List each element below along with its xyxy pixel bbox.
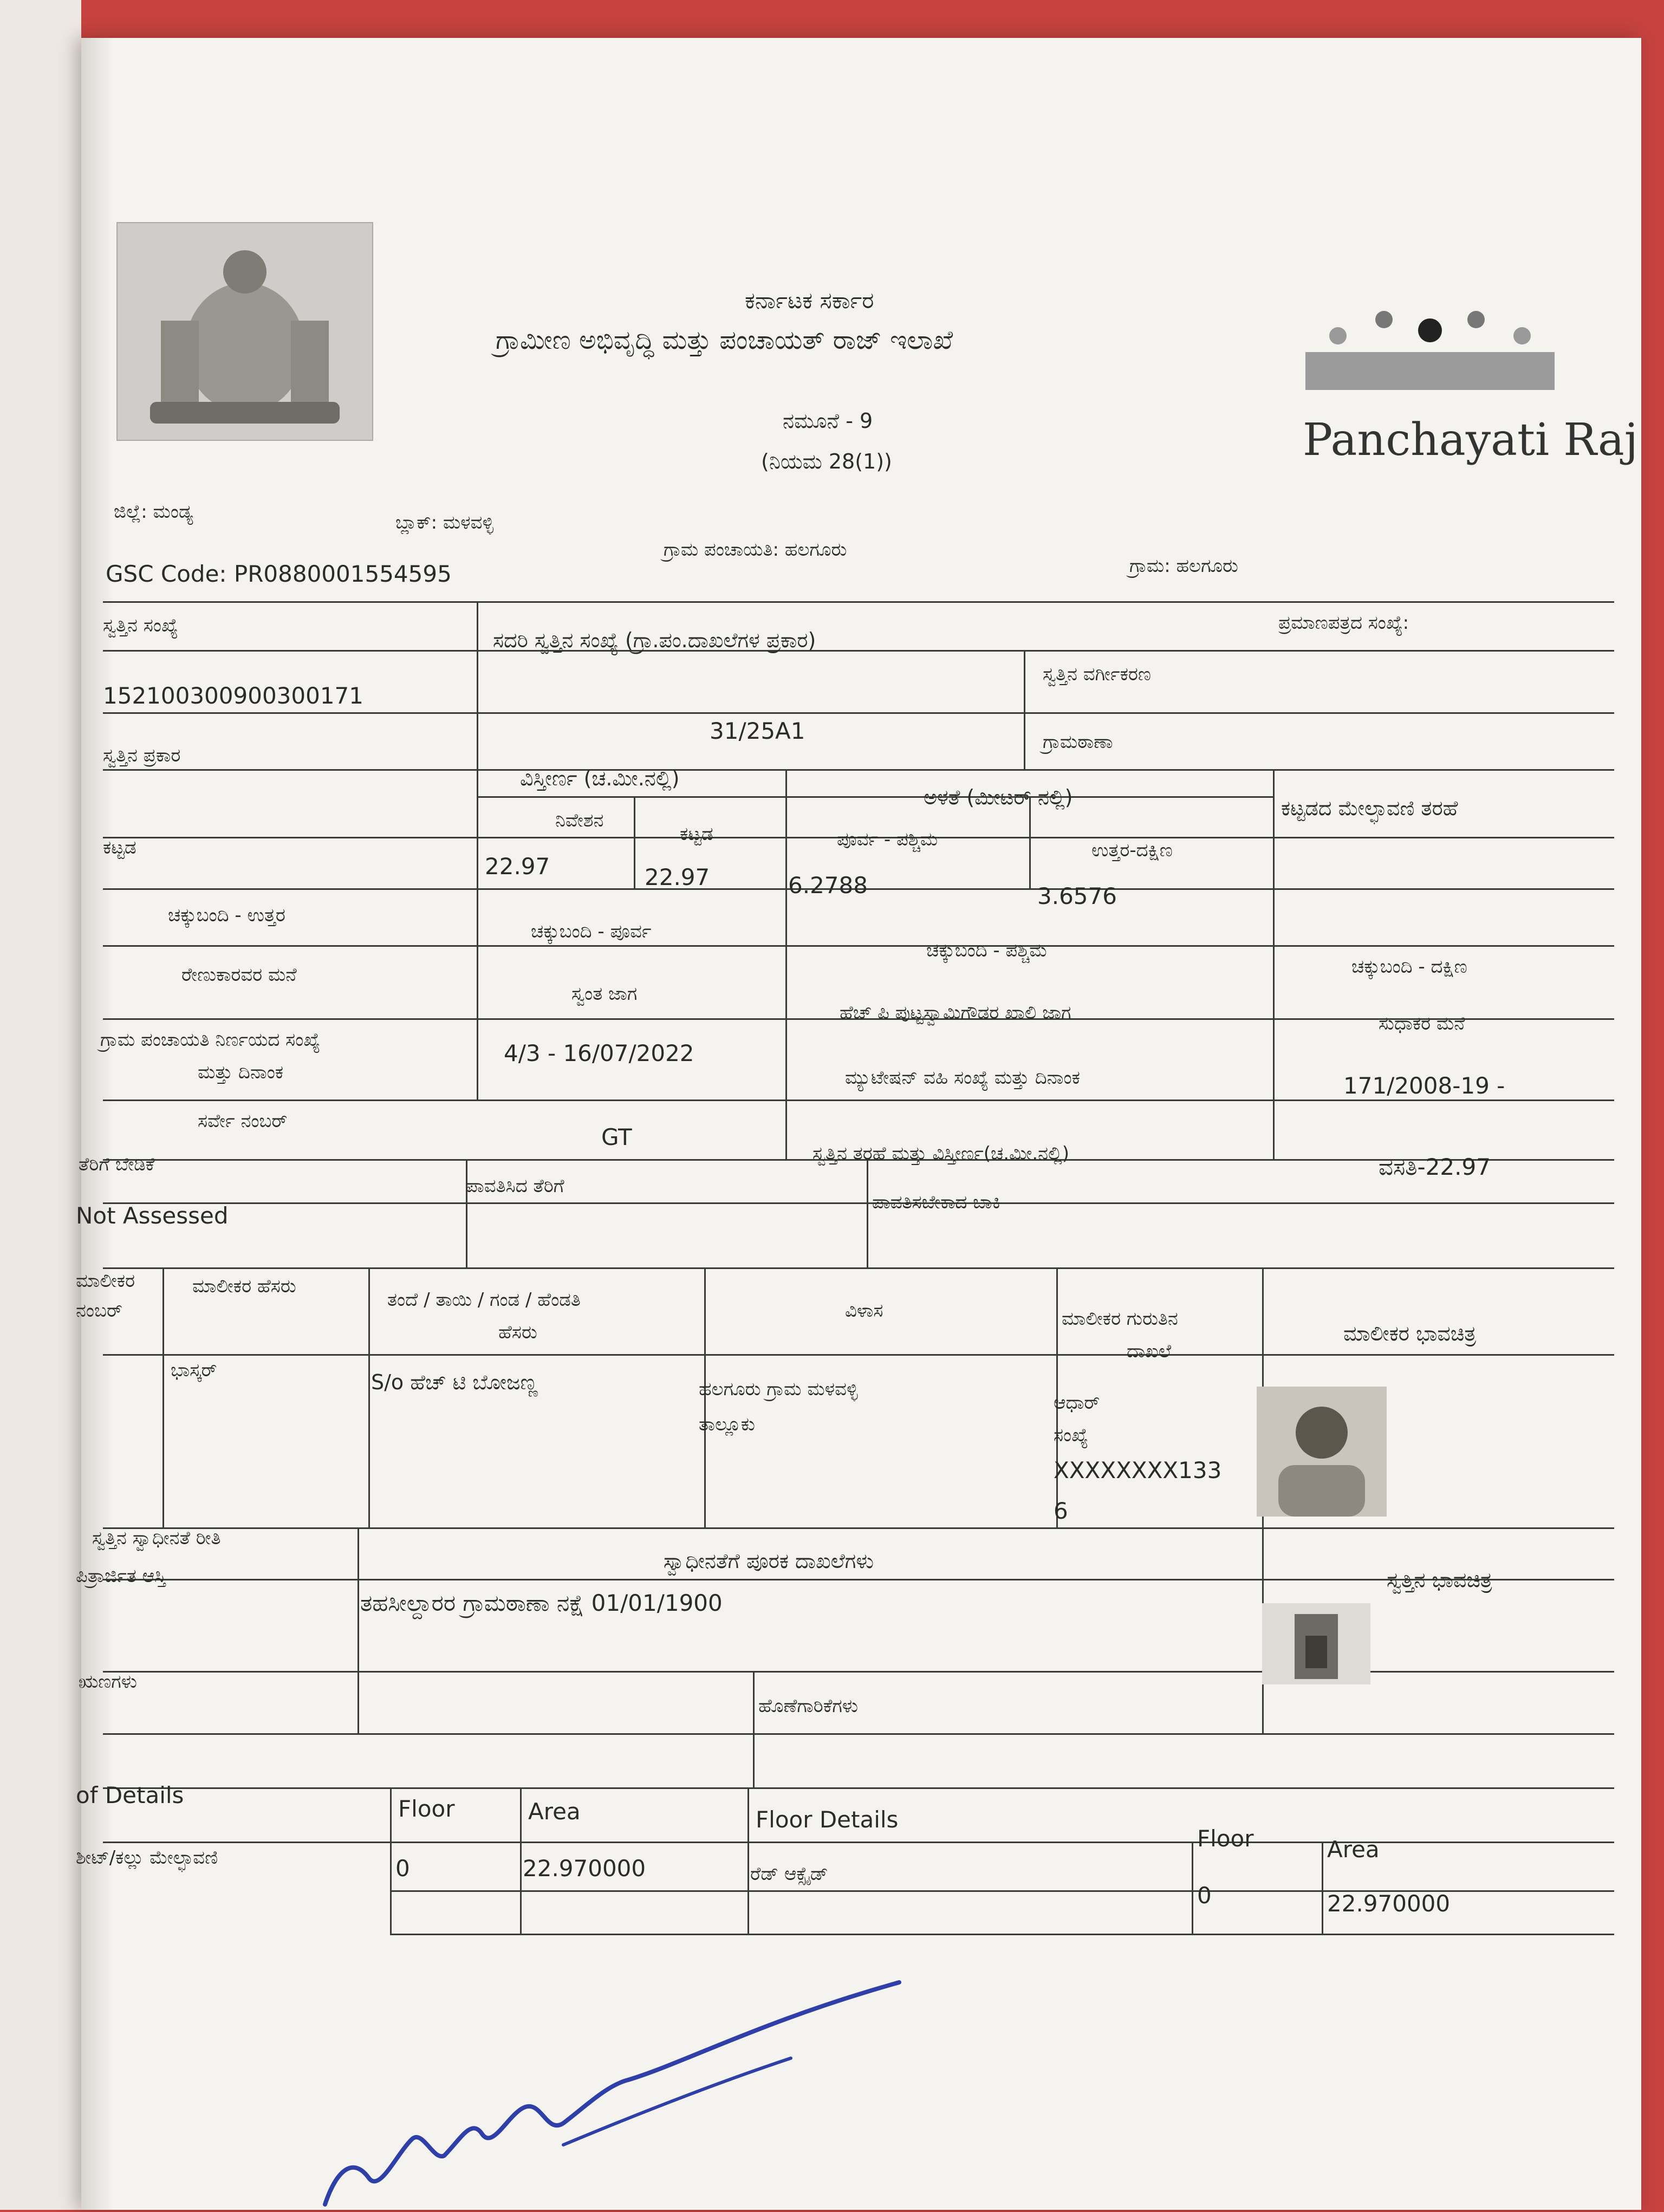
owner-id-2: ಸಂಖ್ಯೆ [1054, 1424, 1088, 1446]
taluk: ಬ್ಲಾಕ್: ಮಳವಳ್ಳಿ [395, 512, 494, 534]
classification-value: ಗ್ರಾಮಠಾಣಾ [1043, 731, 1113, 753]
table-line [867, 1159, 868, 1267]
owner-name-label: ಮಾಲೀಕರ ಹೆಸರು [192, 1276, 296, 1297]
classification-label: ಸ್ವತ್ತಿನ ವರ್ಗೀಕರಣ [1043, 663, 1151, 685]
survey-value: 31/25A1 [710, 718, 805, 744]
table-line [103, 945, 1614, 947]
right-area-label: Area [1327, 1836, 1380, 1863]
left-floor-value: 0 [395, 1855, 410, 1882]
relation-label-2: ಹೆಸರು [498, 1322, 537, 1343]
acquisition-method-value: ಪಿತ್ರಾರ್ಜಿತ ಆಸ್ತಿ [76, 1565, 166, 1587]
owner-number-label-2: ನಂಬರ್ [76, 1300, 122, 1322]
left-floor-type: ಶೀಟ್/ಕಲ್ಲು ಮೇಲ್ಛಾವಣಿ [76, 1847, 218, 1869]
owner-number-label-1: ಮಾಲೀಕರ [76, 1270, 135, 1292]
owner-photo [1257, 1387, 1387, 1517]
table-line [634, 796, 635, 888]
north-south-label: ಉತ್ತರ-ದಕ್ಷಿಣ [1091, 840, 1173, 861]
table-line [103, 769, 1614, 771]
building-label: ಕಟ್ಟಡ [680, 823, 713, 845]
owner-id-1: ಆಧಾರ್ [1054, 1392, 1100, 1414]
table-line [103, 1787, 1614, 1789]
site-label: ನಿವೇಶನ [555, 810, 604, 831]
west-boundary-label: ಚಕ್ಕುಬಂದಿ - ಪಶ್ಚಿಮ [926, 940, 1047, 961]
table-line [103, 1354, 1614, 1356]
property-type-area-value: ವಸತಿ-22.97 [1379, 1154, 1491, 1180]
owner-address-2: ತಾಲ್ಲೂಕು [699, 1414, 755, 1435]
table-line [368, 1267, 370, 1527]
owner-address-1: ಹಲಗೂರು ಗ್ರಾಮ ಮಳವಳ್ಳಿ [699, 1378, 858, 1400]
tax-paid-label: ಪಾವತಿಸಿದ ತೆರಿಗೆ [466, 1175, 564, 1197]
mutation-label: ಮ್ಯುಟೇಷನ್ ವಹಿ ಸಂಖ್ಯೆ ಮತ್ತು ದಿನಾಂಕ [845, 1067, 1080, 1089]
table-line [1273, 769, 1275, 1159]
building-area: 22.97 [645, 864, 710, 890]
acquisition-docs-value: ತಹಸೀಲ್ದಾರರ ಗ್ರಾಮಠಾಣಾ ನಕ್ಷೆ 01/01/1900 [360, 1590, 723, 1616]
property-type-area-label: ಸ್ವತ್ತಿನ ತರಹೆ ಮತ್ತು ವಿಸ್ತೀರ್ಣ(ಚ.ಮೀ.ನಲ್ಲಿ) [812, 1143, 1070, 1164]
page-spine [81, 38, 114, 2210]
owner-id-label-2: ದಾಖಲೆ [1127, 1341, 1172, 1362]
mutation-value: 171/2008-19 - [1343, 1072, 1505, 1099]
certificate-number-label: ಪ್ರಮಾಣಪತ್ರದ ಸಂಖ್ಯೆ: [1278, 612, 1409, 634]
logo-text: Panchayati Raj [1303, 414, 1639, 466]
table-line [1322, 1842, 1323, 1934]
table-line [520, 1787, 522, 1934]
acquisition-method-label: ಸ್ವತ್ತಿನ ಸ್ವಾಧೀನತೆ ರೀತಿ [92, 1527, 221, 1549]
property-type-value: ಕಟ್ಟಡ [103, 837, 136, 858]
property-photo-label: ಸ್ವತ್ತಿನ ಭಾವಚಿತ್ರ [1387, 1568, 1492, 1592]
gsc-code: GSC Code: PR0880001554595 [106, 561, 452, 587]
owner-id-label-1: ಮಾಲೀಕರ ಗುರುತಿನ [1062, 1308, 1178, 1330]
table-line [1024, 650, 1025, 769]
left-floor-label: Floor [398, 1795, 455, 1822]
east-west-label: ಪೂರ್ವ - ಪಶ್ಚಿಮ [837, 829, 938, 850]
acquisition-docs-label: ಸ್ವಾಧೀನತೆಗೆ ಪೂರಕ ದಾಖಲೆಗಳು [664, 1549, 874, 1573]
left-floor-details-header: of Details [76, 1782, 184, 1808]
left-area-value: 22.970000 [523, 1855, 646, 1882]
village: ಗ್ರಾಮ: ಹಲಗೂರು [1129, 555, 1238, 577]
table-line [103, 1100, 1614, 1101]
table-line [753, 1671, 755, 1787]
table-line [103, 1733, 1614, 1735]
table-line [103, 1267, 1614, 1269]
table-line [748, 1787, 749, 1934]
encumbrances-label: ಋಣಗಳು [79, 1671, 137, 1693]
owner-relation: S/o ಹೆಚ್ ಟಿ ಬೋಜಣ್ಣ [371, 1370, 538, 1394]
owner-id-3: XXXXXXXX133 [1054, 1457, 1222, 1484]
table-line [103, 650, 1614, 652]
table-line [103, 1671, 1614, 1673]
gp-resolution-value: 4/3 - 16/07/2022 [504, 1040, 694, 1066]
table-line [103, 712, 1614, 714]
gram-panchayat: ಗ್ರಾಮ ಪಂಚಾಯತಿ: ಹಲಗೂರು [664, 539, 847, 561]
dept-title: ಗ್ರಾಮೀಣ ಅಭಿವೃದ್ಧಿ ಮತ್ತು ಪಂಚಾಯತ್ ರಾಜ್ ಇಲಾಖೆ [496, 325, 953, 355]
survey-number-value: GT [601, 1124, 632, 1150]
table-line [103, 1842, 1614, 1843]
right-area-value: 22.970000 [1327, 1890, 1451, 1917]
gp-resolution-label-2: ಮತ್ತು ದಿನಾಂಕ [198, 1062, 284, 1083]
gov-title: ಕರ್ನಾಟಕ ಸರ್ಕಾರ [745, 287, 874, 314]
table-line [103, 1527, 1614, 1529]
background-page-left [0, 0, 81, 2210]
tax-due-label: ಪಾವತಿಸಬೇಕಾದ ಬಾಕಿ [872, 1192, 1001, 1213]
right-floor-label: Floor [1197, 1825, 1254, 1852]
north-boundary-label: ಚಕ್ಕುಬಂದಿ - ಉತ್ತರ [168, 905, 285, 926]
table-line [1029, 796, 1031, 888]
owner-photo-label: ಮಾಲೀಕರ ಭಾವಚಿತ್ರ [1343, 1322, 1477, 1345]
owner-name: ಭಾಸ್ಕರ್ [171, 1359, 217, 1381]
table-line [785, 769, 787, 1159]
west-boundary: ಹೆಚ್ ಪಿ ಪುಟ್ಟಸ್ವಾಮಿಗೌಡರ ಖಾಲಿ ಜಾಗ [840, 1002, 1071, 1024]
dimension-label: ಅಳತೆ (ಮೀಟರ್ ನಲ್ಲಿ) [924, 785, 1073, 809]
table-line [477, 796, 1273, 798]
north-boundary: ರೇಣುಕಾರವರ ಮನೆ [181, 964, 297, 986]
district: ಜಿಲ್ಲೆ: ಮಂಡ್ಯ [114, 501, 193, 523]
karnataka-emblem [116, 222, 373, 441]
east-boundary: ಸ್ವಂತ ಜಾಗ [571, 983, 638, 1005]
right-floor-details-header: Floor Details [756, 1806, 899, 1833]
property-number-label: ಸ್ವತ್ತಿನ ಸಂಖ್ಯೆ [103, 615, 178, 636]
left-area-label: Area [528, 1798, 581, 1825]
liabilities-label: ಹೊಣೆಗಾರಿಕೆಗಳು [758, 1695, 859, 1717]
owner-id-4: 6 [1054, 1498, 1068, 1524]
tax-demand-label: ತೆರಿಗೆ ಬೇಡಿಕೆ [79, 1154, 155, 1175]
property-number: 152100300900300171 [103, 682, 363, 709]
relation-label-1: ತಂದೆ / ತಾಯಿ / ಗಂಡ / ಹೆಂಡತಿ [387, 1289, 581, 1311]
right-floor-type: ರೆಡ್ ಆಕ್ಸೈಡ್ [750, 1863, 828, 1885]
property-type-label: ಸ್ವತ್ತಿನ ಪ್ರಕಾರ [103, 745, 181, 766]
table-line [1192, 1842, 1193, 1934]
handwritten-signature [303, 1977, 953, 2210]
property-photo [1262, 1603, 1370, 1684]
survey-label: ಸದರಿ ಸ್ವತ್ತಿನ ಸಂಖ್ಯೆ (ಗ್ರಾ.ಪಂ.ದಾಖಲೆಗಳ ಪ್ರಕಾರ) [493, 628, 816, 652]
table-line [390, 1934, 1614, 1935]
east-west-value: 6.2788 [788, 872, 868, 899]
roof-type-label: ಕಟ್ಟಡದ ಮೇಲ್ಛಾವಣಿ ತರಹೆ [1281, 796, 1458, 820]
east-boundary-label: ಚಕ್ಕುಬಂದಿ - ಪೂರ್ವ [531, 921, 652, 942]
south-boundary-label: ಚಕ್ಕುಬಂದಿ - ದಕ್ಷಿಣ [1351, 956, 1467, 978]
table-line [477, 601, 478, 1100]
table-line [103, 601, 1614, 603]
table-line [358, 1527, 359, 1733]
rule-number: (ನಿಯಮ 28(1)) [761, 450, 892, 473]
site-area: 22.97 [485, 853, 550, 880]
tax-demand-value: Not Assessed [76, 1202, 229, 1229]
area-label: ವಿಸ್ತೀರ್ಣ (ಚ.ಮೀ.ನಲ್ಲಿ) [520, 766, 680, 790]
table-line [390, 1787, 392, 1934]
right-floor-value: 0 [1197, 1882, 1212, 1909]
address-label: ವಿಳಾಸ [845, 1300, 883, 1322]
table-line [103, 1202, 1614, 1204]
form-number: ನಮೂನೆ - 9 [783, 409, 873, 433]
table-line [162, 1267, 164, 1527]
gp-resolution-label-1: ಗ್ರಾಮ ಪಂಚಾಯತಿ ನಿರ್ಣಯದ ಸಂಖ್ಯೆ [100, 1029, 321, 1051]
survey-number-label: ಸರ್ವೇ ನಂಬರ್ [198, 1110, 288, 1132]
south-boundary: ಸುಧಾಕರ ಮನೆ [1379, 1013, 1465, 1035]
north-south-value: 3.6576 [1037, 883, 1117, 909]
